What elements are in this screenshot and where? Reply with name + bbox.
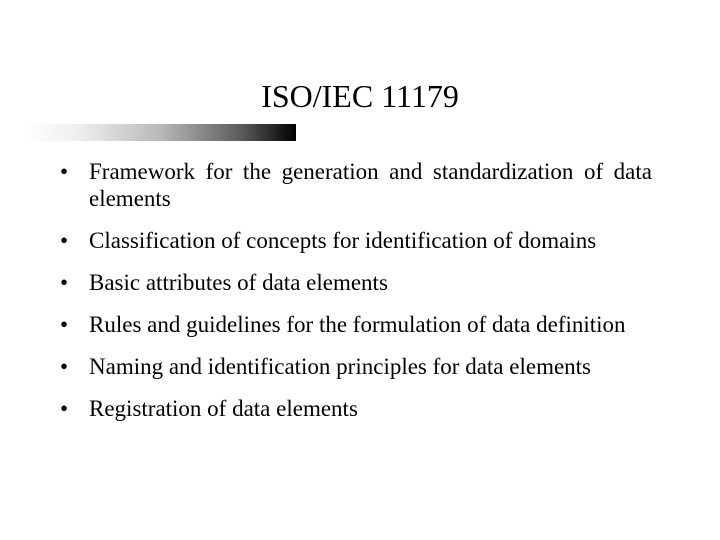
bullet-icon: •: [60, 270, 69, 295]
bullet-item: [60, 158, 652, 212]
bullet-text: Rules and guidelines for the formulation of data definition: [89, 312, 626, 337]
bullet-item: [60, 269, 652, 296]
bullet-text: Naming and identification principles for data elements: [89, 354, 592, 379]
bullet-item: [60, 311, 652, 338]
bullet-icon: •: [60, 354, 69, 379]
bullet-icon: •: [60, 228, 69, 253]
bullet-text: Basic attributes of data elements: [89, 270, 388, 295]
bullet-item: [60, 227, 652, 254]
bullet-icon: •: [60, 312, 69, 337]
bullet-text: Framework for the generation and standardization of data elements: [89, 159, 652, 211]
bullet-icon: •: [60, 159, 69, 184]
title-underline-gradient-bar: [26, 124, 296, 141]
bullet-icon: •: [60, 396, 69, 421]
bullet-text: Classification of concepts for identification of domains: [89, 228, 597, 253]
bullet-item: [60, 395, 652, 422]
slide-title: ISO/IEC 11179: [261, 78, 459, 114]
bullet-text: Registration of data elements: [89, 396, 358, 421]
bullet-item: [60, 353, 652, 380]
bullet-list: [60, 158, 652, 437]
